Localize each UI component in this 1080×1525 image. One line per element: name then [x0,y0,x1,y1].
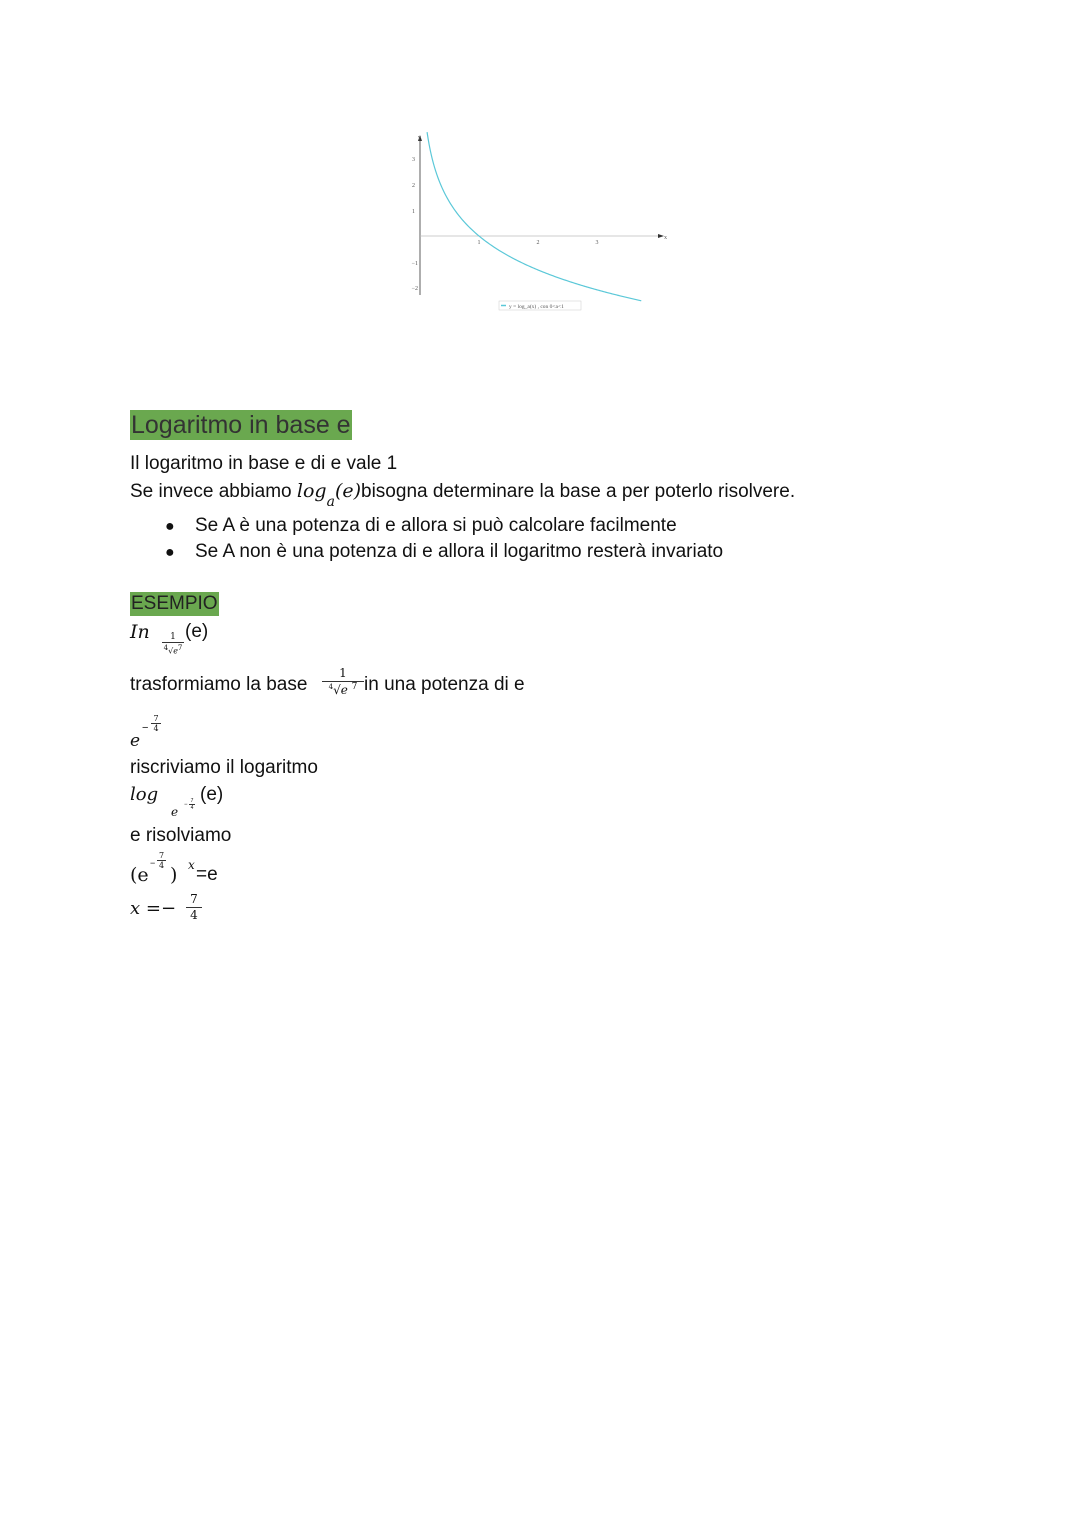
x-tick-2: 2 [536,240,540,246]
section-heading: Logaritmo in base e [131,411,351,439]
intro-line: Il logaritmo in base e di e vale 1 [130,453,398,474]
eq-rhs: =e [196,864,218,885]
log-expression [130,782,250,822]
rewrite-text: riscriviamo il logaritmo [130,757,318,778]
bullet-item-2 [165,540,724,566]
base-line-suffix: bisogna determinare la base a per poterlo risolvere. [361,481,796,502]
transform-suffix: in una potenza di e [364,674,525,695]
x-tick-3: 3 [595,240,599,246]
ln-base-fraction [162,632,184,657]
log-sub-den: 4 [190,805,194,811]
base-line [130,479,795,510]
equation [130,850,250,890]
log-a-symbol: log [296,480,327,502]
bullet-text-1: Se A è una potenza di e allora si può calcolare facilmente [195,515,677,536]
transform-frac-den [322,682,364,698]
result-lhs: x =− [130,898,177,919]
result [130,892,220,928]
x-axis-label: x [664,235,667,241]
y-tick-1: 1 [412,209,415,215]
eq-open: (e [130,864,149,886]
y-tick-2: 2 [412,183,415,189]
bullet-item-1 [165,514,677,540]
transform-fraction [322,666,364,698]
eq-exp-sign: − [150,858,156,868]
power-exp-num: 7 [151,714,161,724]
legend-label: y = log_a(x) , con 0<a<1 [509,304,564,310]
log-a-arg: (e) [334,480,362,502]
log-sub-sign: − [184,802,188,808]
base-line-prefix: Se invece abbiamo [130,481,292,502]
bullet-dot: ● [165,544,175,561]
root-icon: √ [333,683,341,697]
result-fraction [186,892,202,923]
bullet-dot: ● [165,518,175,535]
power-exp-sign: − [142,722,149,734]
solve-text: e risolviamo [130,825,232,846]
log-a-subscript: a [326,493,335,510]
log-sub-base: e [171,805,179,819]
ln-root-base: e [173,646,178,656]
transform-root-index: 4 [328,683,334,691]
example-tag: ESEMPIO [131,593,218,614]
power-exp-fraction [151,714,161,733]
log-curve [427,132,641,301]
log-label: log [130,784,159,805]
eq-close: ) [170,864,178,886]
ln-frac-den [162,645,184,657]
log-graph-svg [400,130,680,315]
ln-root-index: 4 [163,644,169,652]
log-graph [400,130,680,315]
ln-label: In [130,621,150,643]
eq-exp-num: 7 [158,851,165,860]
result-den: 4 [190,908,198,922]
power-base: e [130,731,141,751]
root-icon: √ [168,646,174,656]
ln-arg: (e) [185,621,209,642]
power-exp-den: 4 [153,724,159,733]
y-tick-neg2: −2 [411,286,418,292]
bullet-text-2: Se A non è una potenza di e allora il logaritmo resterà invariato [195,541,724,562]
log-sub-num: 7 [190,798,194,804]
y-axis-label: y [418,135,421,141]
bullet-list [165,514,724,566]
y-tick-3: 3 [412,157,415,163]
ln-frac-num: 1 [162,632,184,643]
transform-prefix: trasformiamo la base [130,674,308,695]
eq-exp-fraction [157,851,166,870]
transform-frac-num: 1 [322,666,364,682]
transform-root-base: e [340,683,348,697]
result-num: 7 [186,892,202,908]
ln-root-exp: 7 [177,644,183,652]
ln-expression [130,620,150,645]
log-arg: (e) [200,784,224,805]
log-sub-fraction [189,798,195,811]
transform-root-exp: 7 [351,682,358,692]
y-tick-neg1: −1 [411,261,418,267]
eq-exp-den: 4 [158,861,165,870]
eq-x: x [188,858,195,872]
x-tick-1: 1 [477,240,481,246]
